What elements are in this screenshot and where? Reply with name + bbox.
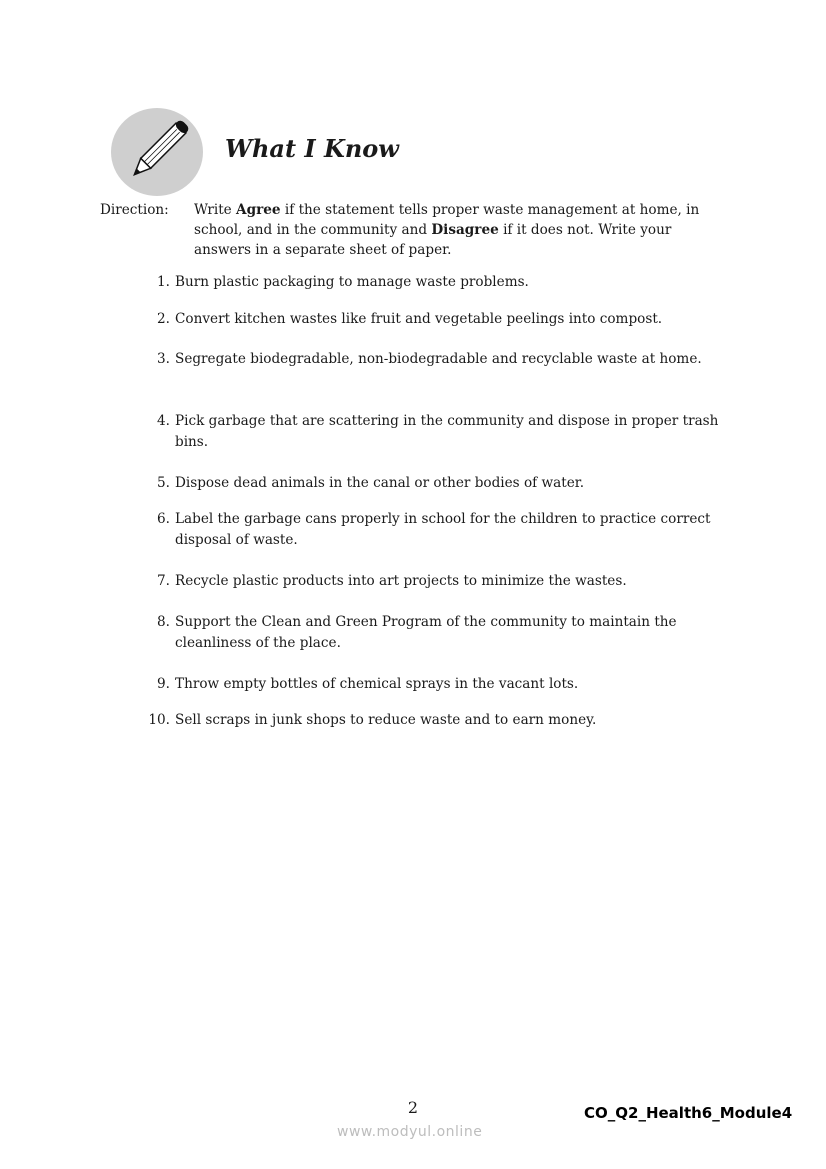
page-number: 2 [407, 1098, 419, 1117]
direction-body: Write Agree if the statement tells proper waste management at home, in school, and in the community and Disagree if it does not. Write your answers in a separate sheet of paper. [194, 202, 700, 258]
pencil-icon-badge [111, 108, 203, 196]
watermark: www.modyul.online [337, 1124, 483, 1140]
disagree-keyword: Disagree [431, 222, 499, 238]
section-title: What I Know [225, 134, 399, 163]
pencil-icon [111, 108, 203, 196]
module-code: CO_Q2_Health6_Module4 [584, 1104, 793, 1122]
agree-keyword: Agree [236, 202, 281, 218]
direction-label: Direction: [100, 202, 169, 218]
